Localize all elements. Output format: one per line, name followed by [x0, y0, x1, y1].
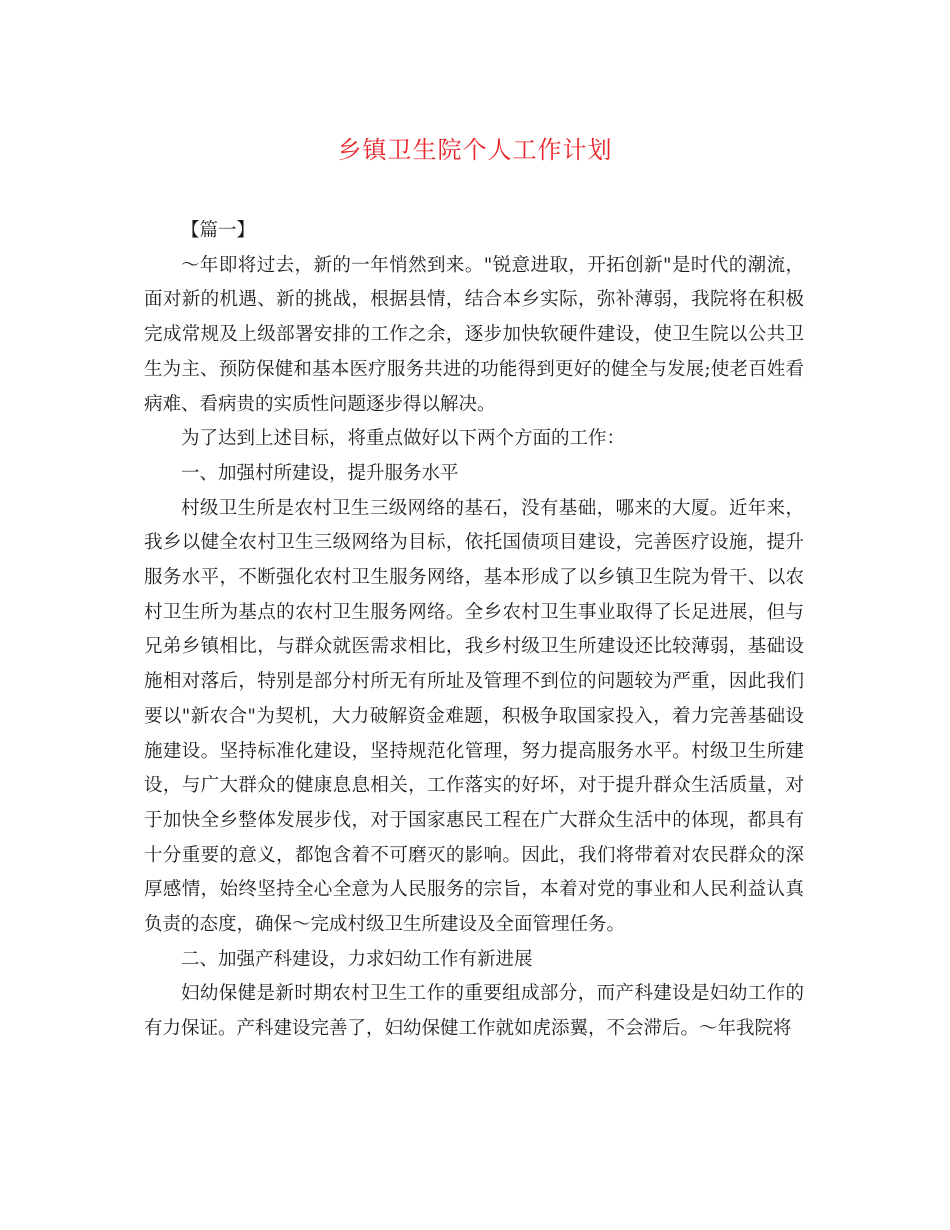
section-heading-2: 二、加强产科建设，力求妇幼工作有新进展: [181, 948, 533, 970]
section-label: 【篇一】: [181, 220, 256, 241]
maternal-care-paragraph: 妇幼保健是新时期农村卫生工作的重要组成部分，而产科建设是妇幼工作的有力保证。产科建设完善了，妇幼保健工作就如虎添翼，不会滞后。～年我院将: [144, 983, 804, 1040]
section-heading-1: 一、加强村所建设，提升服务水平: [181, 462, 459, 484]
goal-paragraph: 为了达到上述目标，将重点做好以下两个方面的工作：: [181, 428, 626, 450]
intro-paragraph: ～年即将过去，新的一年悄然到来。"锐意进取，开拓创新"是时代的潮流，面对新的机遇、新的挑战，根据县情，结合本乡实际，弥补薄弱，我院将在积极完成常规及上级部署安排的工作之余，逐步加快软硬件建设，使卫生院以公共卫生为主、预防保健和基本医疗服务共进的功能得到更好的健全与发展;使老百姓看病难、看病贵的实质性问题逐步得以解决。: [144, 254, 804, 415]
document-body: [144, 214, 804, 1047]
document-title: 乡镇卫生院个人工作计划: [337, 136, 613, 164]
village-clinic-paragraph: 村级卫生所是农村卫生三级网络的基石，没有基础，哪来的大厦。近年来，我乡以健全农村卫生三级网络为目标，依托国债项目建设，完善医疗设施，提升服务水平，不断强化农村卫生服务网络，基本形成了以乡镇卫生院为骨干、以农村卫生所为基点的农村卫生服务网络。全乡农村卫生事业取得了长足进展，但与兄弟乡镇相比，与群众就医需求相比，我乡村级卫生所建设还比较薄弱，基础设施相对落后，特别是部分村所无有所址及管理不到位的问题较为严重，因此我们要以"新农合"为契机，大力破解资金难题，积极争取国家投入，着力完善基础设施建设。坚持标准化建设，坚持规范化管理，努力提高服务水平。村级卫生所建设，与广大群众的健康息息相关，工作落实的好坏，对于提升群众生活质量，对于加快全乡整体发展步伐，对于国家惠民工程在广大群众生活中的体现，都具有十分重要的意义，都饱含着不可磨灭的影响。因此，我们将带着对农民群众的深厚感情，始终坚持全心全意为人民服务的宗旨，本着对党的事业和人民利益认真负责的态度，确保～完成村级卫生所建设及全面管理任务。: [144, 497, 804, 936]
